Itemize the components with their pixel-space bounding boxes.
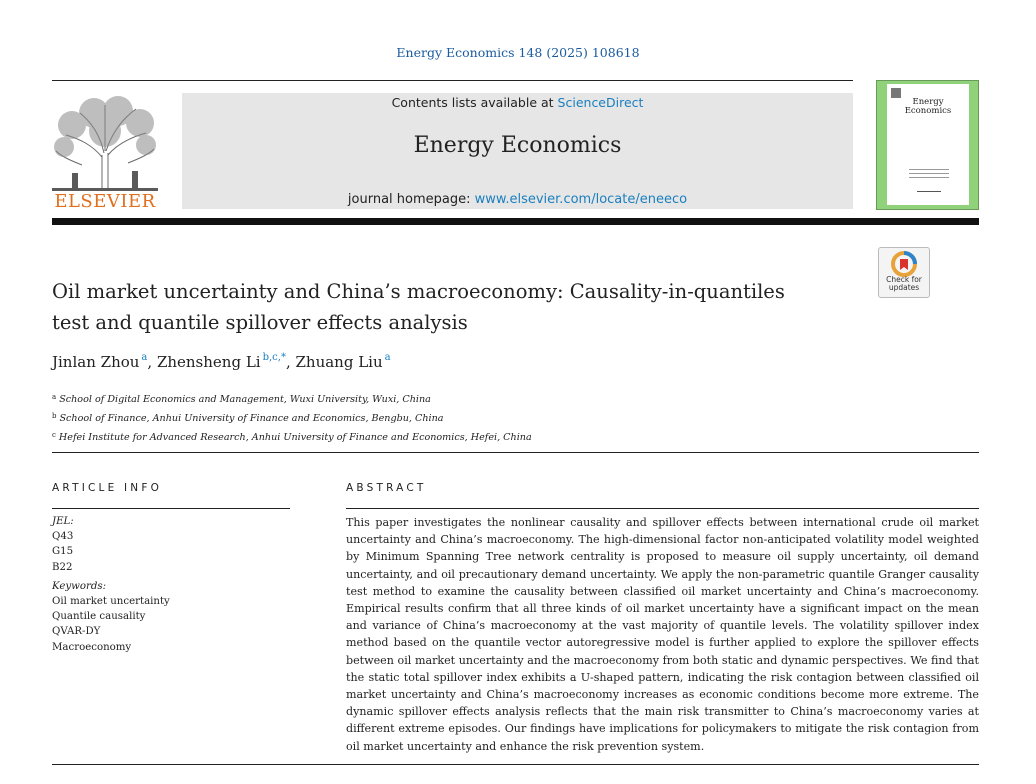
affiliation (52, 408, 532, 427)
homepage-prefix: journal homepage: (347, 192, 471, 207)
check-for-updates-button[interactable] (878, 247, 930, 298)
jel-code: B22 (52, 561, 73, 573)
check-updates-label (879, 276, 929, 292)
author-name[interactable]: Jinlan Zhou (52, 353, 140, 371)
header-top-divider (52, 80, 853, 81)
contents-prefix: Contents lists available at (391, 95, 554, 110)
affiliation-text: Hefei Institute for Advanced Research, Anhui University of Finance and Economics, Hefei, China (58, 432, 532, 443)
check-updates-icon (891, 251, 917, 277)
affiliation-text: School of Digital Economics and Management, Wuxi University, Wuxi, China (59, 394, 431, 405)
article-info-divider (52, 508, 290, 509)
article-title (52, 276, 862, 338)
article-title-line1: Oil market uncertainty and China’s macroeconomy: Causality-in-quantiles (52, 280, 785, 303)
abstract-heading: ABSTRACT (346, 482, 427, 494)
footer-divider (52, 764, 979, 765)
jel-code: G15 (52, 546, 74, 558)
journal-banner (182, 93, 853, 209)
journal-citation (0, 45, 1036, 60)
citation-volume: 148 (2025) 108618 (518, 45, 640, 60)
cover-page (887, 84, 969, 205)
author-affiliation-mark[interactable]: a (141, 352, 148, 363)
check-updates-line2: updates (888, 283, 920, 292)
sciencedirect-link[interactable]: ScienceDirect (557, 95, 644, 110)
elsevier-tree-icon (52, 95, 158, 193)
author-name[interactable]: Zhensheng Li (156, 353, 261, 371)
affiliation-mark: a (52, 393, 57, 401)
jel-code: Q43 (52, 531, 74, 543)
jel-label: JEL: (52, 516, 74, 527)
author-affiliation-mark[interactable]: a (384, 352, 391, 363)
journal-cover-thumbnail[interactable] (877, 81, 978, 209)
citation-journal: Energy Economics (396, 45, 515, 60)
affiliation (52, 427, 532, 446)
cover-title (887, 98, 969, 116)
article-info-panel (52, 514, 170, 655)
affiliation-mark: b (52, 412, 57, 420)
abstract-divider (346, 508, 979, 509)
author-name[interactable]: Zhuang Liu (295, 353, 383, 371)
affiliation-list (52, 389, 532, 446)
header-thick-divider (52, 218, 979, 225)
journal-homepage-link[interactable]: www.elsevier.com/locate/eneeco (474, 192, 688, 207)
journal-homepage-line (182, 192, 853, 207)
keywords-label: Keywords: (52, 580, 107, 592)
article-title-line2: test and quantile spillover effects analysis (52, 311, 468, 334)
check-updates-line1: Check for (886, 275, 922, 284)
section-divider (52, 452, 979, 453)
journal-title: Energy Economics (413, 133, 622, 158)
affiliation-text: School of Finance, Anhui University of Finance and Economics, Bengbu, China (59, 413, 444, 424)
keyword: Macroeconomy (52, 641, 132, 653)
keyword: Quantile causality (52, 611, 146, 623)
keyword: QVAR-DY (52, 626, 101, 638)
cover-title-line2: Economics (904, 106, 952, 116)
author-affiliation-mark[interactable]: b,c,* (262, 352, 286, 363)
affiliation-mark: c (52, 431, 56, 439)
journal-citation-link[interactable] (396, 45, 639, 60)
elsevier-wordmark: ELSEVIER (54, 191, 156, 212)
author-list: Jinlan Zhou $^a$, Zhensheng Li $^{b,c,*}$, Zhuang Liu $^a$ (52, 352, 391, 371)
cover-title-line1: Energy (912, 97, 944, 107)
article-info-heading: ARTICLE INFO (52, 482, 163, 494)
contents-available-line (182, 95, 853, 110)
elsevier-logo[interactable] (52, 95, 158, 211)
keyword: Oil market uncertainty (52, 596, 170, 608)
abstract-text: This paper investigates the nonlinear causality and spillover effects between international crude oil market uncertainty and China’s macroeconomy. The high-dimensional factor non-anticipated volatility model weighted by Minimum Spanning Tree network centrality is proposed to measure oil supply uncertainty, oil demand uncertainty, and oil precautionary demand uncertainty. We apply the non-parametric quantile Granger causality test method to examine the causality between classified oil market uncertainty and China’s macroeconomy. Empirical results confirm that all three kinds of oil market uncertainty have a significant impact on the mean and variance of China’s macroeconomy at the vast majority of quantile levels. The volatility spillover index method based on the quantile vector autoregressive model is further applied to explore the spillover effects between oil market uncertainty and the macroeconomy from both static and dynamic perspectives. We find that the static total spillover index exhibits a U-shaped pattern, indicating the risk contagion between classified oil market uncertainty and China’s macroeconomy increases as economic conditions become more extreme. The dynamic spillover effects analysis reflects that the main risk transmitter to China’s macroeconomy varies at different extreme episodes. Our findings have implications for policymakers to mitigate the risk contagion from oil market uncertainty and enhance the risk prevention system. (346, 516, 979, 753)
affiliation (52, 389, 532, 408)
